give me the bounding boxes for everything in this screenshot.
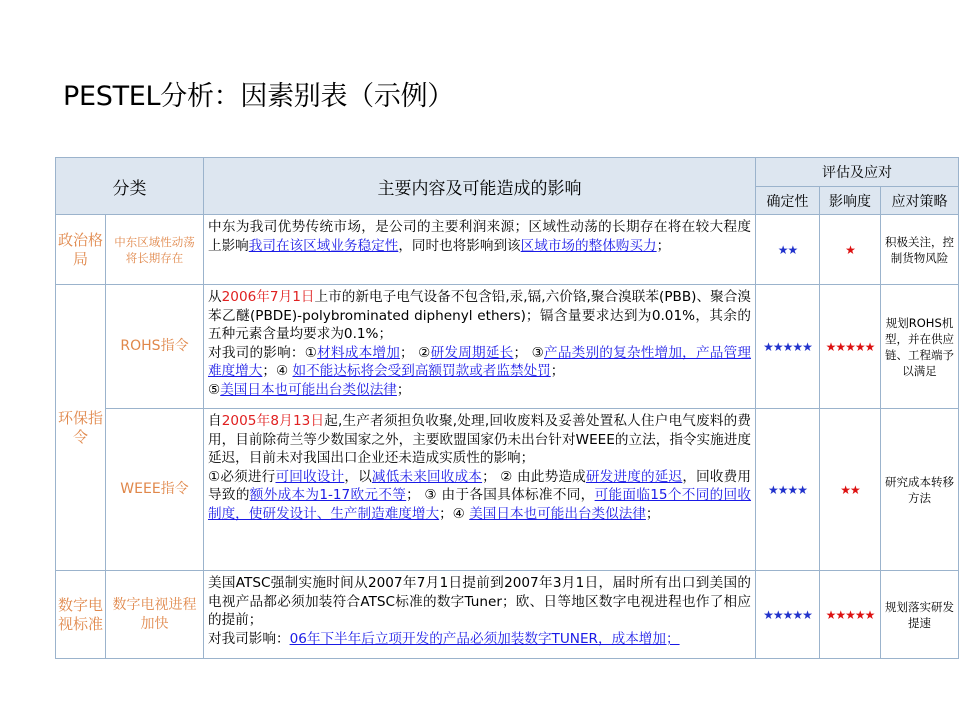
link-recyclable-design[interactable]: 可回收设计 [275,468,345,485]
date-highlight: 2006年7月1日 [221,289,315,305]
link-extra-cost[interactable]: 额外成本为1-17欧元不等 [249,487,407,504]
strategy-text: 积极关注，控制货物风险 [881,215,959,285]
link-similar-laws[interactable]: 美国日本也可能出台类似法律 [220,381,397,398]
content-digital-tv: 美国ATSC强制实施时间从2007年7月1日提前到2007年3月1日，届时所有出口到美国的电视产品都必须加装符合ATSC标准的数字Tuner；欧、日等地区数字电视进程也作了相应的提前； 对我司影响：06年下半年后立项开发的产品必须加装数字TUNER，成本增加； [204,571,756,659]
link-rd-delay[interactable]: 研发进度的延迟 [585,468,683,485]
table-row [56,571,959,659]
pestel-table [55,157,959,659]
link-business-stability[interactable]: 我司在该区域业务稳定性 [248,237,399,254]
link-penalty[interactable]: 如不能达标将会受到高额罚款或者监禁处罚 [292,363,551,380]
subcategory-mideast: 中东区域性动荡将长期存在 [106,215,204,285]
content-rohs: 从2006年7月1日上市的新电子电气设备不包含铅,汞,镉,六价铬,聚合溴联苯(PBB)、聚合溴苯乙醚(PBDE)-polybrominated diphenyl ethers)；镉含量要求达到为0.01%，其余的五种元素含量均要求为0.1%； 对我司的影响：①材料成本增加； ②研发周期延长； ③产品类别的复杂性增加，产品管理难度增大；④ 如不能达标将会受到高额罚款或者监禁处罚； ⑤美国日本也可能出台类似法律； [204,285,756,409]
table-row [56,409,959,571]
category-digital-tv: 数字电视标准 [56,571,106,659]
date-highlight: 2005年8月13日 [221,413,325,429]
table-row [56,285,959,409]
strategy-text: 规划落实研发提速 [881,571,959,659]
impact-stars: ★★★★★ [820,285,881,409]
header-evaluation: 评估及应对 [756,158,959,187]
link-product-complexity[interactable]: 产品类别的复杂性增加，产品管理难度增大 [208,344,752,380]
strategy-text: 规划ROHS机型，并在供应链、工程端予以满足 [881,285,959,409]
category-environment: 环保指令 [56,285,106,571]
header-strategy: 应对策略 [881,187,959,215]
category-politics: 政治格局 [56,215,106,285]
content-mideast: 中东为我司优势传统市场，是公司的主要利润来源；区域性动荡的长期存在将在较大程度上影响我司在该区域业务稳定性，同时也将影响到该区域市场的整体购买力； [204,215,756,285]
certainty-stars: ★★ [756,215,820,285]
header-main-content: 主要内容及可能造成的影响 [204,158,756,215]
subcategory-digital-tv: 数字电视进程加快 [106,571,204,659]
table-row [56,215,959,285]
link-similar-laws[interactable]: 美国日本也可能出台类似法律 [469,505,646,522]
content-weee: 自2005年8月13日起,生产者须担负收聚,处理,回收废料及妥善处置私人住户电气废料的费用，目前除荷兰等少数国家之外，主要欧盟国家仍未出台针对WEEE的立法，指令实施进度延迟，目前未对我国出口企业还未造成实质性的影响； ①必须进行可回收设计，以减低未来回收成本； ② 由此势造成研发进度的延迟，回收费用导致的额外成本为1-17欧元不等； ③ 由于各国具体标准不同，可能面临15个不同的回收制度，使研发设计、生产制造难度增大；④ 美国日本也可能出台类似法律； [204,409,756,571]
subcategory-weee: WEEE指令 [106,409,204,571]
certainty-stars: ★★★★★ [756,571,820,659]
impact-stars: ★ [820,215,881,285]
link-tuner-cost[interactable]: 06年下半年后立项开发的产品必须加装数字TUNER，成本增加； [289,630,680,647]
impact-stars: ★★★★★ [820,571,881,659]
link-rd-cycle[interactable]: 研发周期延长 [430,344,514,361]
header-certainty: 确定性 [756,187,820,215]
impact-stars: ★★ [820,409,881,571]
certainty-stars: ★★★★ [756,409,820,571]
header-impact: 影响度 [820,187,881,215]
page-title: PESTEL分析：因素别表（示例） [63,81,454,112]
certainty-stars: ★★★★★ [756,285,820,409]
link-material-cost[interactable]: 材料成本增加 [317,344,401,361]
subcategory-rohs: ROHS指令 [106,285,204,409]
header-category: 分类 [56,158,204,215]
link-recycling-systems[interactable]: 可能面临15个不同的回收制度，使研发设计、生产制造难度增大 [208,487,752,522]
strategy-text: 研究成本转移方法 [881,409,959,571]
link-recycling-cost[interactable]: 减低未来回收成本 [371,468,483,485]
link-purchasing-power[interactable]: 区域市场的整体购买力 [520,237,657,254]
